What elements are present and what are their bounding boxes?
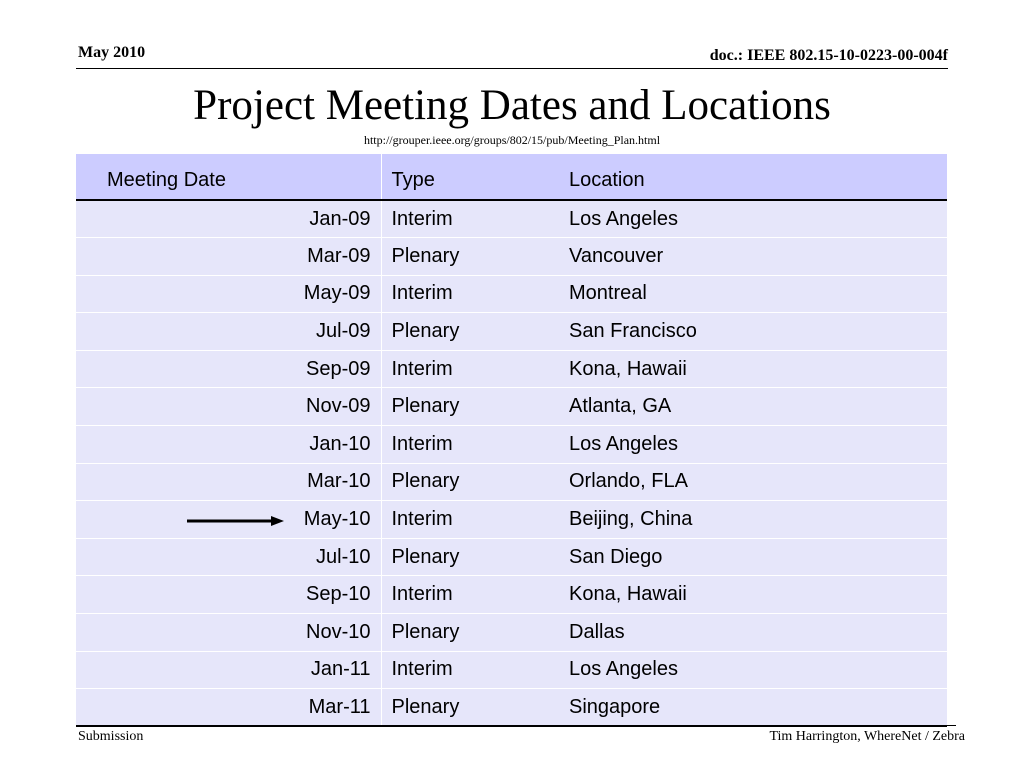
cell-date: Jul-10 — [76, 538, 381, 576]
table-row — [76, 238, 947, 276]
cell-date: Mar-10 — [76, 463, 381, 501]
cell-type: Interim — [381, 350, 569, 388]
table-row — [76, 463, 947, 501]
footer-author: Tim Harrington, WhereNet / Zebra — [769, 729, 965, 744]
header-date: May 2010 — [78, 44, 146, 61]
header-location: Location — [569, 154, 947, 200]
table-row — [76, 200, 947, 238]
cell-type: Interim — [381, 501, 569, 539]
cell-location: Beijing, China — [569, 501, 947, 539]
cell-type: Plenary — [381, 463, 569, 501]
cell-type: Plenary — [381, 689, 569, 727]
cell-date: Jan-09 — [76, 200, 381, 238]
cell-date: Nov-09 — [76, 388, 381, 426]
cell-type: Interim — [381, 200, 569, 238]
table-row — [76, 388, 947, 426]
cell-date: Sep-10 — [76, 576, 381, 614]
cell-date: Jan-10 — [76, 426, 381, 464]
cell-date: Jan-11 — [76, 651, 381, 689]
cell-location: San Francisco — [569, 313, 947, 351]
arrow-right-icon — [187, 513, 285, 529]
header-meeting-date: Meeting Date — [76, 154, 381, 200]
cell-location: Orlando, FLA — [569, 463, 947, 501]
cell-date: May-09 — [76, 275, 381, 313]
table-row — [76, 313, 947, 351]
cell-location: San Diego — [569, 538, 947, 576]
cell-type: Plenary — [381, 614, 569, 652]
cell-date: Jul-09 — [76, 313, 381, 351]
meeting-plan-url: http://grouper.ieee.org/groups/802/15/pub/Meeting_Plan.html — [363, 133, 661, 147]
table-row — [76, 651, 947, 689]
table-row — [76, 538, 947, 576]
slide-title: Project Meeting Dates and Locations — [193, 82, 831, 129]
cell-date: Mar-11 — [76, 689, 381, 727]
header-type: Type — [381, 154, 569, 200]
cell-location: Singapore — [569, 689, 947, 727]
cell-type: Interim — [381, 426, 569, 464]
cell-type: Interim — [381, 651, 569, 689]
cell-date: Mar-09 — [76, 238, 381, 276]
table-row — [76, 275, 947, 313]
cell-location: Atlanta, GA — [569, 388, 947, 426]
cell-location: Montreal — [569, 275, 947, 313]
cell-location: Los Angeles — [569, 426, 947, 464]
header-doc-id: doc.: IEEE 802.15-10-0223-00-004f — [709, 47, 948, 64]
cell-type: Plenary — [381, 313, 569, 351]
header-divider — [76, 68, 948, 69]
cell-location: Kona, Hawaii — [569, 350, 947, 388]
cell-type: Plenary — [381, 388, 569, 426]
footer-divider — [76, 725, 956, 726]
meeting-table — [76, 154, 947, 727]
table-row — [76, 576, 947, 614]
cell-type: Interim — [381, 576, 569, 614]
cell-type: Plenary — [381, 238, 569, 276]
cell-date: May-10 — [76, 501, 381, 539]
table-header-row — [76, 154, 947, 200]
footer-submission: Submission — [78, 729, 144, 744]
table-row — [76, 426, 947, 464]
cell-location: Vancouver — [569, 238, 947, 276]
cell-location: Los Angeles — [569, 651, 947, 689]
cell-date: Nov-10 — [76, 614, 381, 652]
cell-location: Dallas — [569, 614, 947, 652]
cell-date: Sep-09 — [76, 350, 381, 388]
cell-type: Interim — [381, 275, 569, 313]
table-row — [76, 350, 947, 388]
cell-type: Plenary — [381, 538, 569, 576]
table-row — [76, 614, 947, 652]
cell-location: Kona, Hawaii — [569, 576, 947, 614]
table-row — [76, 689, 947, 727]
cell-location: Los Angeles — [569, 200, 947, 238]
